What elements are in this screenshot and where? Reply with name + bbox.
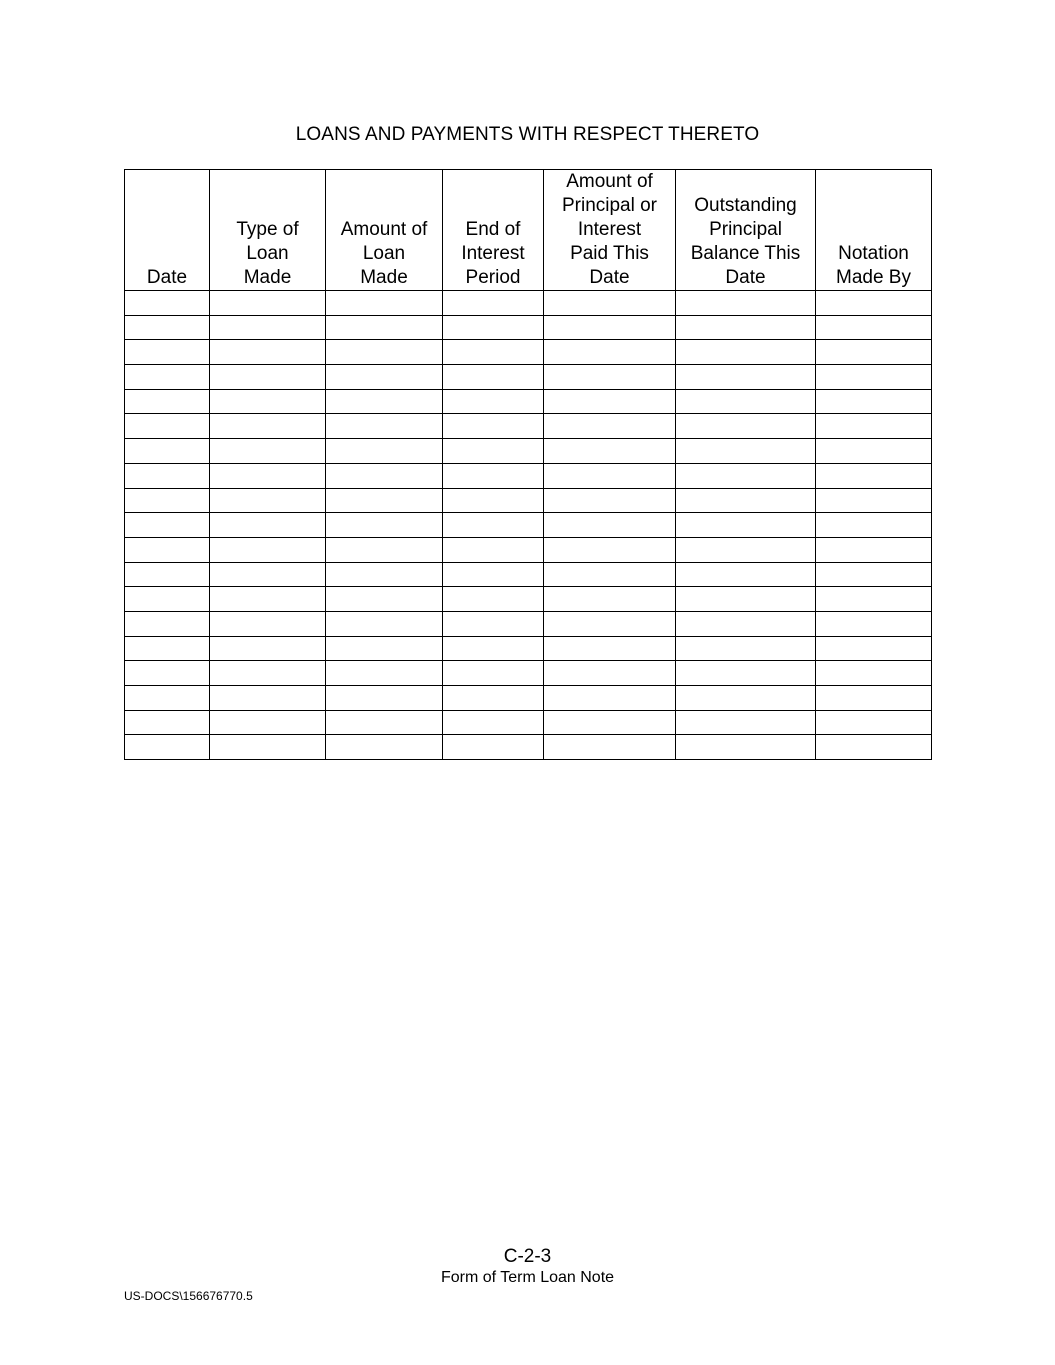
table-cell [443,636,544,661]
table-cell [816,291,932,316]
column-header-line: End of [465,219,521,240]
table-cell [326,291,443,316]
table-cell [443,735,544,760]
table-cell [443,513,544,538]
table-cell [443,365,544,390]
table-cell [125,513,210,538]
table-cell [676,611,816,636]
column-header-line: Loan [362,243,406,264]
table-cell [125,389,210,414]
table-cell [816,686,932,711]
table-cell [544,611,676,636]
table-cell [326,389,443,414]
table-cell [544,735,676,760]
table-cell [544,562,676,587]
table-cell [544,414,676,439]
table-cell [326,636,443,661]
table-row [125,340,932,365]
table-row [125,414,932,439]
column-header-line: Principal [709,219,782,240]
table-cell [676,365,816,390]
column-header [326,170,443,291]
table-cell [210,686,326,711]
table-row [125,365,932,390]
column-header-line: Loan [246,243,289,264]
table-cell [816,340,932,365]
column-header-line: Paid This [570,243,649,264]
table-row [125,463,932,488]
column-header-line: Type of [236,219,299,240]
column-header [816,170,932,291]
table-cell [210,315,326,340]
table-cell [544,463,676,488]
table-row [125,439,932,464]
table-cell [544,636,676,661]
form-name: Form of Term Loan Note [440,1269,615,1286]
table-cell [544,513,676,538]
table-cell [210,488,326,513]
table-cell [544,587,676,612]
table-cell [676,537,816,562]
table-cell [816,389,932,414]
table-row [125,636,932,661]
table-cell [125,587,210,612]
column-header [125,170,210,291]
page-number: C-2-3 [503,1246,552,1267]
table-cell [210,389,326,414]
table-cell [676,735,816,760]
table-cell [210,611,326,636]
column-header [676,170,816,291]
column-header-line: Made By [836,267,911,288]
table-cell [676,686,816,711]
table-row [125,686,932,711]
table-cell [544,710,676,735]
table-cell [443,686,544,711]
table-cell [443,562,544,587]
table-cell [125,315,210,340]
table-row [125,537,932,562]
table-cell [326,562,443,587]
table-cell [816,611,932,636]
table-cell [443,439,544,464]
table-cell [676,414,816,439]
column-header [210,170,326,291]
column-header-line: Made [360,267,408,288]
table-cell [326,587,443,612]
table-cell [210,291,326,316]
table-cell [443,414,544,439]
table-cell [210,636,326,661]
table-row [125,710,932,735]
table-cell [816,513,932,538]
table-cell [326,513,443,538]
table-cell [443,611,544,636]
table-cell [210,661,326,686]
table-cell [125,365,210,390]
table-row [125,562,932,587]
table-cell [210,414,326,439]
table-cell [676,463,816,488]
table-cell [125,291,210,316]
table-cell [210,562,326,587]
table-cell [676,315,816,340]
table-cell [676,291,816,316]
column-header-line: Interest [577,219,642,240]
table-cell [544,389,676,414]
column-header-line: Period [465,267,521,288]
table-cell [816,537,932,562]
table-row [125,389,932,414]
column-header-line: Principal or [561,195,658,216]
document-id: US-DOCS\156676770.5 [124,1289,253,1303]
table-row [125,488,932,513]
table-cell [326,488,443,513]
table-row [125,587,932,612]
table-cell [544,291,676,316]
table-cell [125,488,210,513]
column-header-line: Amount of [566,171,653,192]
table-cell [210,537,326,562]
column-header-line: Interest [461,243,525,264]
table-cell [210,365,326,390]
table-cell [125,710,210,735]
table-cell [544,439,676,464]
table-cell [544,340,676,365]
table-cell [326,710,443,735]
table-cell [816,661,932,686]
table-cell [210,439,326,464]
table-cell [816,587,932,612]
loans-payments-table [124,169,932,760]
table-header-row [125,170,932,291]
table-cell [326,661,443,686]
table-cell [816,562,932,587]
table-cell [443,315,544,340]
table-cell [443,710,544,735]
table-cell [210,735,326,760]
table-cell [544,315,676,340]
table-cell [676,340,816,365]
table-cell [816,365,932,390]
table-cell [326,315,443,340]
table-cell [443,463,544,488]
table-cell [676,488,816,513]
table-cell [125,562,210,587]
table-row [125,735,932,760]
table-row [125,611,932,636]
table-cell [816,636,932,661]
table-row [125,291,932,316]
table-cell [210,463,326,488]
table-cell [125,463,210,488]
table-cell [326,414,443,439]
table-cell [326,340,443,365]
table-cell [443,537,544,562]
table-cell [676,562,816,587]
table-cell [816,488,932,513]
table-cell [816,439,932,464]
column-header [443,170,544,291]
table-cell [544,661,676,686]
table-cell [125,439,210,464]
table-cell [210,513,326,538]
table-cell [326,611,443,636]
table-cell [816,463,932,488]
column-header-line: Made [243,267,292,288]
table-row [125,315,932,340]
table-cell [544,488,676,513]
table-row [125,513,932,538]
table-cell [676,661,816,686]
table-cell [125,414,210,439]
table-cell [125,636,210,661]
table-cell [326,365,443,390]
table-cell [676,439,816,464]
column-header-line: Date [146,267,188,288]
table-cell [676,587,816,612]
column-header-line: Balance This [690,243,801,264]
table-cell [125,686,210,711]
table-cell [125,340,210,365]
table-cell [443,340,544,365]
page-title: LOANS AND PAYMENTS WITH RESPECT THERETO [295,124,760,145]
table-body [125,291,932,760]
table-cell [676,513,816,538]
table-cell [816,414,932,439]
column-header-line: Amount of [340,219,428,240]
column-header-line: Notation [838,243,909,264]
table-cell [210,340,326,365]
column-header [544,170,676,291]
table-cell [544,537,676,562]
table-cell [125,537,210,562]
table-cell [125,735,210,760]
table-cell [816,315,932,340]
table-cell [326,686,443,711]
table-cell [210,587,326,612]
table-cell [125,611,210,636]
table-cell [326,537,443,562]
table-cell [676,710,816,735]
table-row [125,661,932,686]
table-cell [326,463,443,488]
column-header-line: Date [589,267,630,288]
table-cell [443,661,544,686]
column-header-line: Outstanding [694,195,797,216]
table-cell [816,710,932,735]
table-cell [443,488,544,513]
table-cell [544,686,676,711]
table-cell [544,365,676,390]
table-cell [125,661,210,686]
table-cell [326,439,443,464]
table-cell [210,710,326,735]
table-cell [816,735,932,760]
table-cell [443,389,544,414]
table-cell [676,389,816,414]
table-cell [676,636,816,661]
table-cell [326,735,443,760]
table-cell [443,291,544,316]
column-header-line: Date [725,267,766,288]
table-cell [443,587,544,612]
